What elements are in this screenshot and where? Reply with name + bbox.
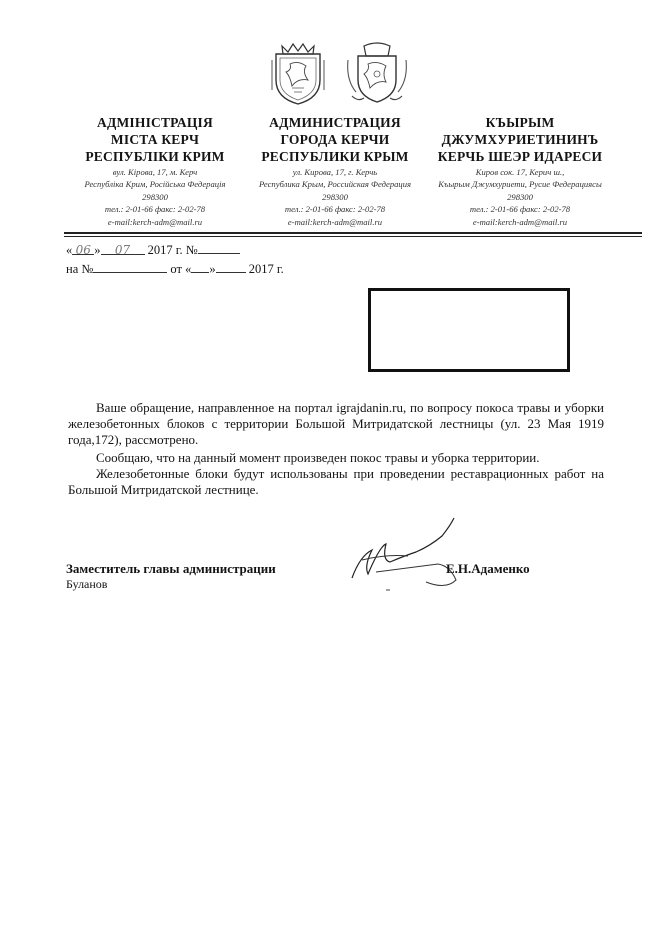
header-ukrainian: [76, 114, 234, 227]
date-month: 07: [101, 243, 145, 255]
header-address-line: e-mail:kerch-adm@mail.ru: [472, 216, 568, 227]
header-name-line: КЕРЧЬ ШЕЭР ИДАРЕСИ: [437, 149, 603, 164]
from-month-blank: [216, 261, 246, 273]
date-close-quote: »: [94, 243, 101, 257]
header-address-line: тел.: 2-01-66 факс: 2-02-78: [284, 204, 386, 215]
header-russian: [252, 114, 418, 227]
header-crimean-tatar: [430, 114, 610, 227]
header-address-line: Киров сок. 17, Керич ш.,: [475, 167, 565, 177]
header-name-line: РЕСПУБЛИКИ КРЫМ: [261, 149, 409, 164]
header-divider-thin: [64, 236, 642, 237]
header-address-line: тел.: 2-01-66 факс: 2-02-78: [104, 204, 206, 215]
signatory-title: Заместитель главы администрации: [66, 561, 276, 576]
executor-name: Буланов: [66, 577, 108, 591]
incoming-ref-line: [66, 261, 284, 277]
body-paragraph-1: Ваше обращение, направленное на портал igrajdanin.ru, по вопросу покоса травы и уборки железобетонных блоков с территории Большой Митридатской лестницы (ул. 23 Мая 1919 года,172), рассмотрено.: [68, 400, 604, 447]
letter-body: [68, 400, 604, 498]
header-name-line: ДЖУМХУРИЕТИНИНЪ: [441, 132, 599, 147]
header-address-line: e-mail:kerch-adm@mail.ru: [107, 216, 203, 227]
header-address-line: 298300: [142, 191, 168, 202]
header-name-line: МІСТА КЕРЧ: [110, 132, 200, 147]
header-name-line: КЪЫРЫМ: [485, 115, 555, 130]
kerch-coat-of-arms-icon: [268, 40, 328, 106]
on-number-label: на №: [66, 262, 94, 276]
from-day-blank: [191, 261, 209, 273]
header-address-line: e-mail:kerch-adm@mail.ru: [287, 216, 383, 227]
header-address-line: 298300: [322, 191, 348, 202]
header-address-line: тел.: 2-01-66 факс: 2-02-78: [469, 204, 571, 215]
crimea-coat-of-arms-icon: [344, 40, 410, 106]
outgoing-number-blank: [198, 242, 240, 254]
from-label: от «: [170, 262, 192, 276]
header-name-line: РЕСПУБЛІКИ КРИМ: [85, 149, 225, 164]
header-name-line: АДМИНИСТРАЦИЯ: [269, 115, 401, 130]
addressee-box: [368, 288, 570, 372]
header-address-line: ул. Кирова, 17, г. Керчь: [292, 167, 378, 177]
header-address-line: 298300: [507, 191, 533, 202]
header-address-line: Республика Крым, Российская Федерация: [258, 179, 412, 190]
header-address-line: Республіка Крим, Російська Федерація: [84, 179, 226, 190]
signatory-name: Е.Н.Адаменко: [446, 561, 530, 576]
year2-label: 2017 г.: [248, 262, 284, 276]
incoming-number-blank: [93, 261, 167, 273]
year-label: 2017 г. №: [147, 243, 198, 257]
body-paragraph-2: Сообщаю, что на данный момент произведен покос травы и уборка территории.: [96, 450, 540, 465]
date-day: 06: [72, 243, 94, 255]
body-paragraph-3: Железобетонные блоки будут использованы при проведении реставрационных работ на Большой Митридатской лестнице.: [68, 466, 604, 497]
outgoing-ref-line: [66, 242, 240, 258]
header-address-line: Къырым Джумхуриети, Русие Федерациясы: [438, 179, 602, 190]
header-divider: [64, 232, 642, 234]
signature-icon: [346, 516, 466, 600]
header-address-line: вул. Кірова, 17, м. Керч: [112, 167, 198, 177]
header-name-line: АДМІНІСТРАЦІЯ: [97, 115, 213, 130]
date-open-quote: «: [66, 243, 73, 257]
from-close-quote: »: [209, 262, 216, 276]
header-name-line: ГОРОДА КЕРЧИ: [280, 132, 390, 147]
